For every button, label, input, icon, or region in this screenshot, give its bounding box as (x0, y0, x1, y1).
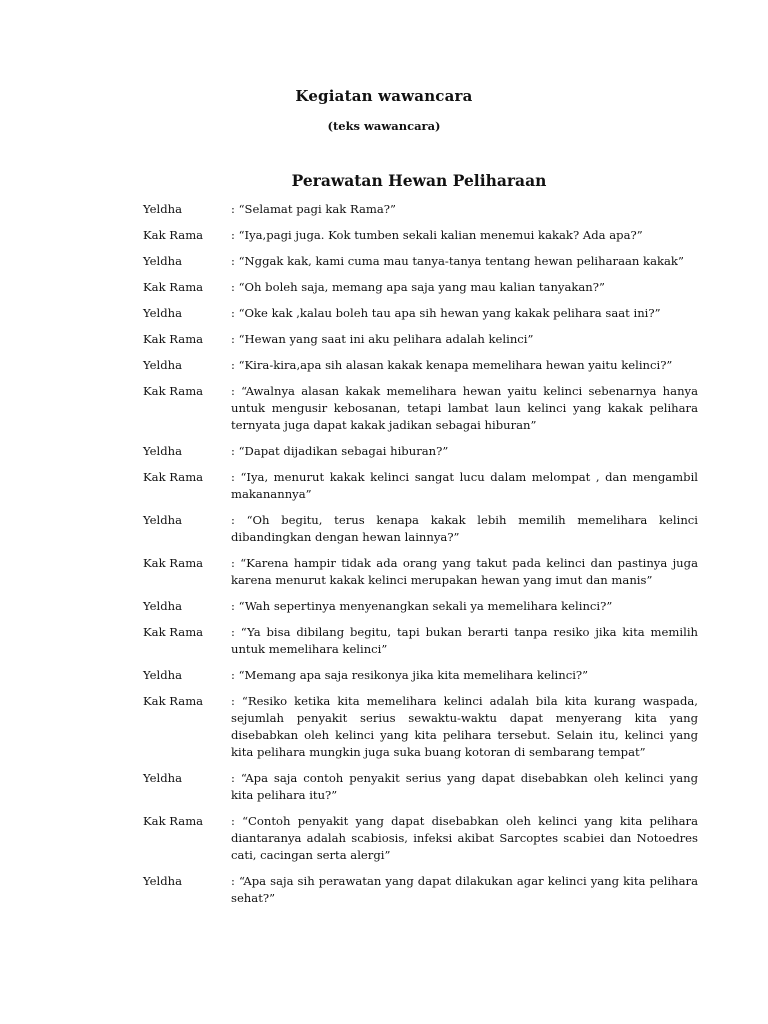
dialogue-row (143, 469, 698, 503)
speaker-name: Kak Rama (143, 228, 204, 242)
dialogue-row (143, 555, 698, 589)
dialogue-text: : “Selamat pagi kak Rama?” (231, 202, 396, 216)
dialogue-row (143, 331, 698, 348)
dialogue-text: : “Apa saja contoh penyakit serius yang dapat disebabkan oleh kelinci yang kita pelihara itu?” (231, 771, 698, 802)
dialogue-text: : “Hewan yang saat ini aku pelihara adalah kelinci” (231, 332, 534, 346)
dialogue-row (143, 253, 698, 270)
speaker-name: Kak Rama (143, 280, 204, 294)
interview-dialogue (143, 201, 698, 907)
speaker-name: Yeldha (143, 358, 183, 372)
speaker-name: Yeldha (143, 306, 183, 320)
dialogue-text: : “Apa saja sih perawatan yang dapat dilakukan agar kelinci yang kita pelihara sehat?” (231, 874, 698, 905)
dialogue-row (143, 693, 698, 761)
speaker-name: Kak Rama (143, 814, 204, 828)
dialogue-row (143, 770, 698, 804)
dialogue-row (143, 624, 698, 658)
speaker-name: Kak Rama (143, 332, 204, 346)
dialogue-row (143, 357, 698, 374)
dialogue-text: : “Karena hampir tidak ada orang yang takut pada kelinci dan pastinya juga karena menurut kakak kelinci merupakan hewan yang imut dan manis” (231, 556, 698, 587)
dialogue-text: : “Memang apa saja resikonya jika kita memelihara kelinci?” (231, 668, 589, 682)
speaker-name: Yeldha (143, 444, 183, 458)
speaker-name: Yeldha (143, 599, 183, 613)
speaker-name: Kak Rama (143, 384, 204, 398)
dialogue-row (143, 598, 698, 615)
document-subtitle: (teks wawancara) (327, 119, 441, 133)
dialogue-row (143, 305, 698, 322)
document-title: Kegiatan wawancara (295, 87, 473, 105)
speaker-name: Yeldha (143, 254, 183, 268)
dialogue-row (143, 201, 698, 218)
dialogue-text: : “Kira-kira,apa sih alasan kakak kenapa memelihara hewan yaitu kelinci?” (231, 358, 673, 372)
dialogue-text: : “Ya bisa dibilang begitu, tapi bukan berarti tanpa resiko jika kita memilih untuk memelihara kelinci” (231, 625, 698, 656)
speaker-name: Yeldha (143, 202, 183, 216)
speaker-name: Yeldha (143, 668, 183, 682)
dialogue-row (143, 512, 698, 546)
section-heading: Perawatan Hewan Peliharaan (291, 171, 547, 190)
speaker-name: Kak Rama (143, 470, 204, 484)
dialogue-text: : “Awalnya alasan kakak memelihara hewan yaitu kelinci sebenarnya hanya untuk mengusir kebosanan, tetapi lambat laun kelinci yang kakak pelihara ternyata juga dapat kakak jadikan sebagai hiburan” (231, 384, 698, 432)
dialogue-row (143, 443, 698, 460)
speaker-name: Kak Rama (143, 556, 204, 570)
dialogue-text: : “Contoh penyakit yang dapat disebabkan oleh kelinci yang kita pelihara diantaranya adalah scabiosis, infeksi akibat Sarcoptes scabiei dan Notoedres cati, cacingan serta alergi” (231, 814, 698, 862)
dialogue-text: : “Iya,pagi juga. Kok tumben sekali kalian menemui kakak? Ada apa?” (231, 228, 643, 242)
speaker-name: Yeldha (143, 513, 183, 527)
dialogue-text: : “Resiko ketika kita memelihara kelinci adalah bila kita kurang waspada, sejumlah penyakit serius sewaktu-waktu dapat menyerang kita yang disebabkan oleh kelinci yang kita pelihara tersebut. Selain itu, kelinci yang kita pelihara mungkin juga suka buang kotoran di sembarang tempat” (231, 694, 698, 759)
dialogue-text: : “Nggak kak, kami cuma mau tanya-tanya tentang hewan peliharaan kakak” (231, 254, 684, 268)
dialogue-row (143, 227, 698, 244)
dialogue-row (143, 873, 698, 907)
speaker-name: Yeldha (143, 874, 183, 888)
dialogue-text: : “Wah sepertinya menyenangkan sekali ya memelihara kelinci?” (231, 599, 613, 613)
speaker-name: Kak Rama (143, 694, 204, 708)
speaker-name: Kak Rama (143, 625, 204, 639)
dialogue-row (143, 667, 698, 684)
dialogue-row (143, 279, 698, 296)
speaker-name: Yeldha (143, 771, 183, 785)
dialogue-text: : “Oh boleh saja, memang apa saja yang mau kalian tanyakan?” (231, 280, 605, 294)
dialogue-text: : “Oh begitu, terus kenapa kakak lebih memilih memelihara kelinci dibandingkan dengan hewan lainnya?” (231, 513, 698, 544)
dialogue-row (143, 813, 698, 864)
dialogue-text: : “Oke kak ,kalau boleh tau apa sih hewan yang kakak pelihara saat ini?” (231, 306, 661, 320)
dialogue-text: : “Iya, menurut kakak kelinci sangat lucu dalam melompat , dan mengambil makanannya” (231, 470, 698, 501)
dialogue-row (143, 383, 698, 434)
dialogue-text: : “Dapat dijadikan sebagai hiburan?” (231, 444, 449, 458)
